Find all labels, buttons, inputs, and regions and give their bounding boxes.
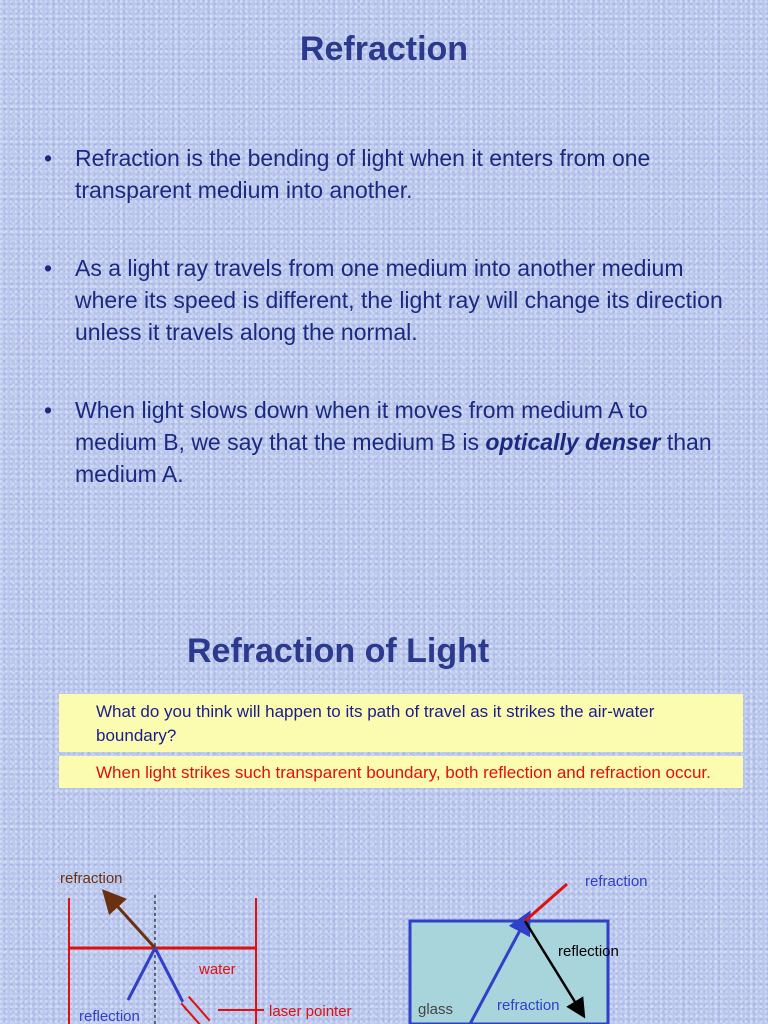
refracted-ray-right	[525, 884, 567, 921]
label-water: water	[199, 961, 236, 978]
bullet-marker: •	[44, 145, 53, 171]
bullet-2-text: As a light ray travels from one medium into another medium where its speed is different, the light ray will change its direction unless it travels along the normal.	[75, 255, 723, 345]
label-refraction-top: refraction	[585, 873, 648, 890]
reflected-ray	[128, 948, 155, 1000]
bullet-3-emphasis: optically denser	[485, 429, 661, 455]
refracted-ray	[110, 898, 155, 948]
label-refraction-left: refraction	[60, 870, 123, 887]
slide-title: Refraction	[299, 30, 469, 68]
incident-ray	[155, 948, 187, 1010]
label-reflection-right: reflection	[558, 943, 619, 960]
bullet-3-pre: When light slows down when it moves from medium A to medium B, we say that the medium B is	[75, 397, 648, 455]
label-glass: glass	[418, 1001, 454, 1018]
left-diagram	[60, 870, 352, 1024]
label-refraction-bottom: refraction	[497, 997, 560, 1014]
label-laser-pointer: laser pointer	[269, 1003, 352, 1020]
right-diagram	[410, 873, 648, 1024]
label-reflection-left: reflection	[79, 1008, 140, 1024]
bullet-marker: •	[44, 397, 53, 423]
answer-text: When light strikes such transparent boundary, both reflection and refraction occur.	[96, 763, 711, 782]
question-text: What do you think will happen to its path of travel as it strikes the air-water boundary?	[96, 702, 655, 745]
section-title: Refraction of Light	[187, 632, 490, 670]
bullet-marker: •	[44, 255, 53, 281]
bullet-3-post: than medium A.	[75, 429, 712, 487]
bullet-1-text: Refraction is the bending of light when it enters from one transparent medium into another.	[75, 145, 651, 203]
